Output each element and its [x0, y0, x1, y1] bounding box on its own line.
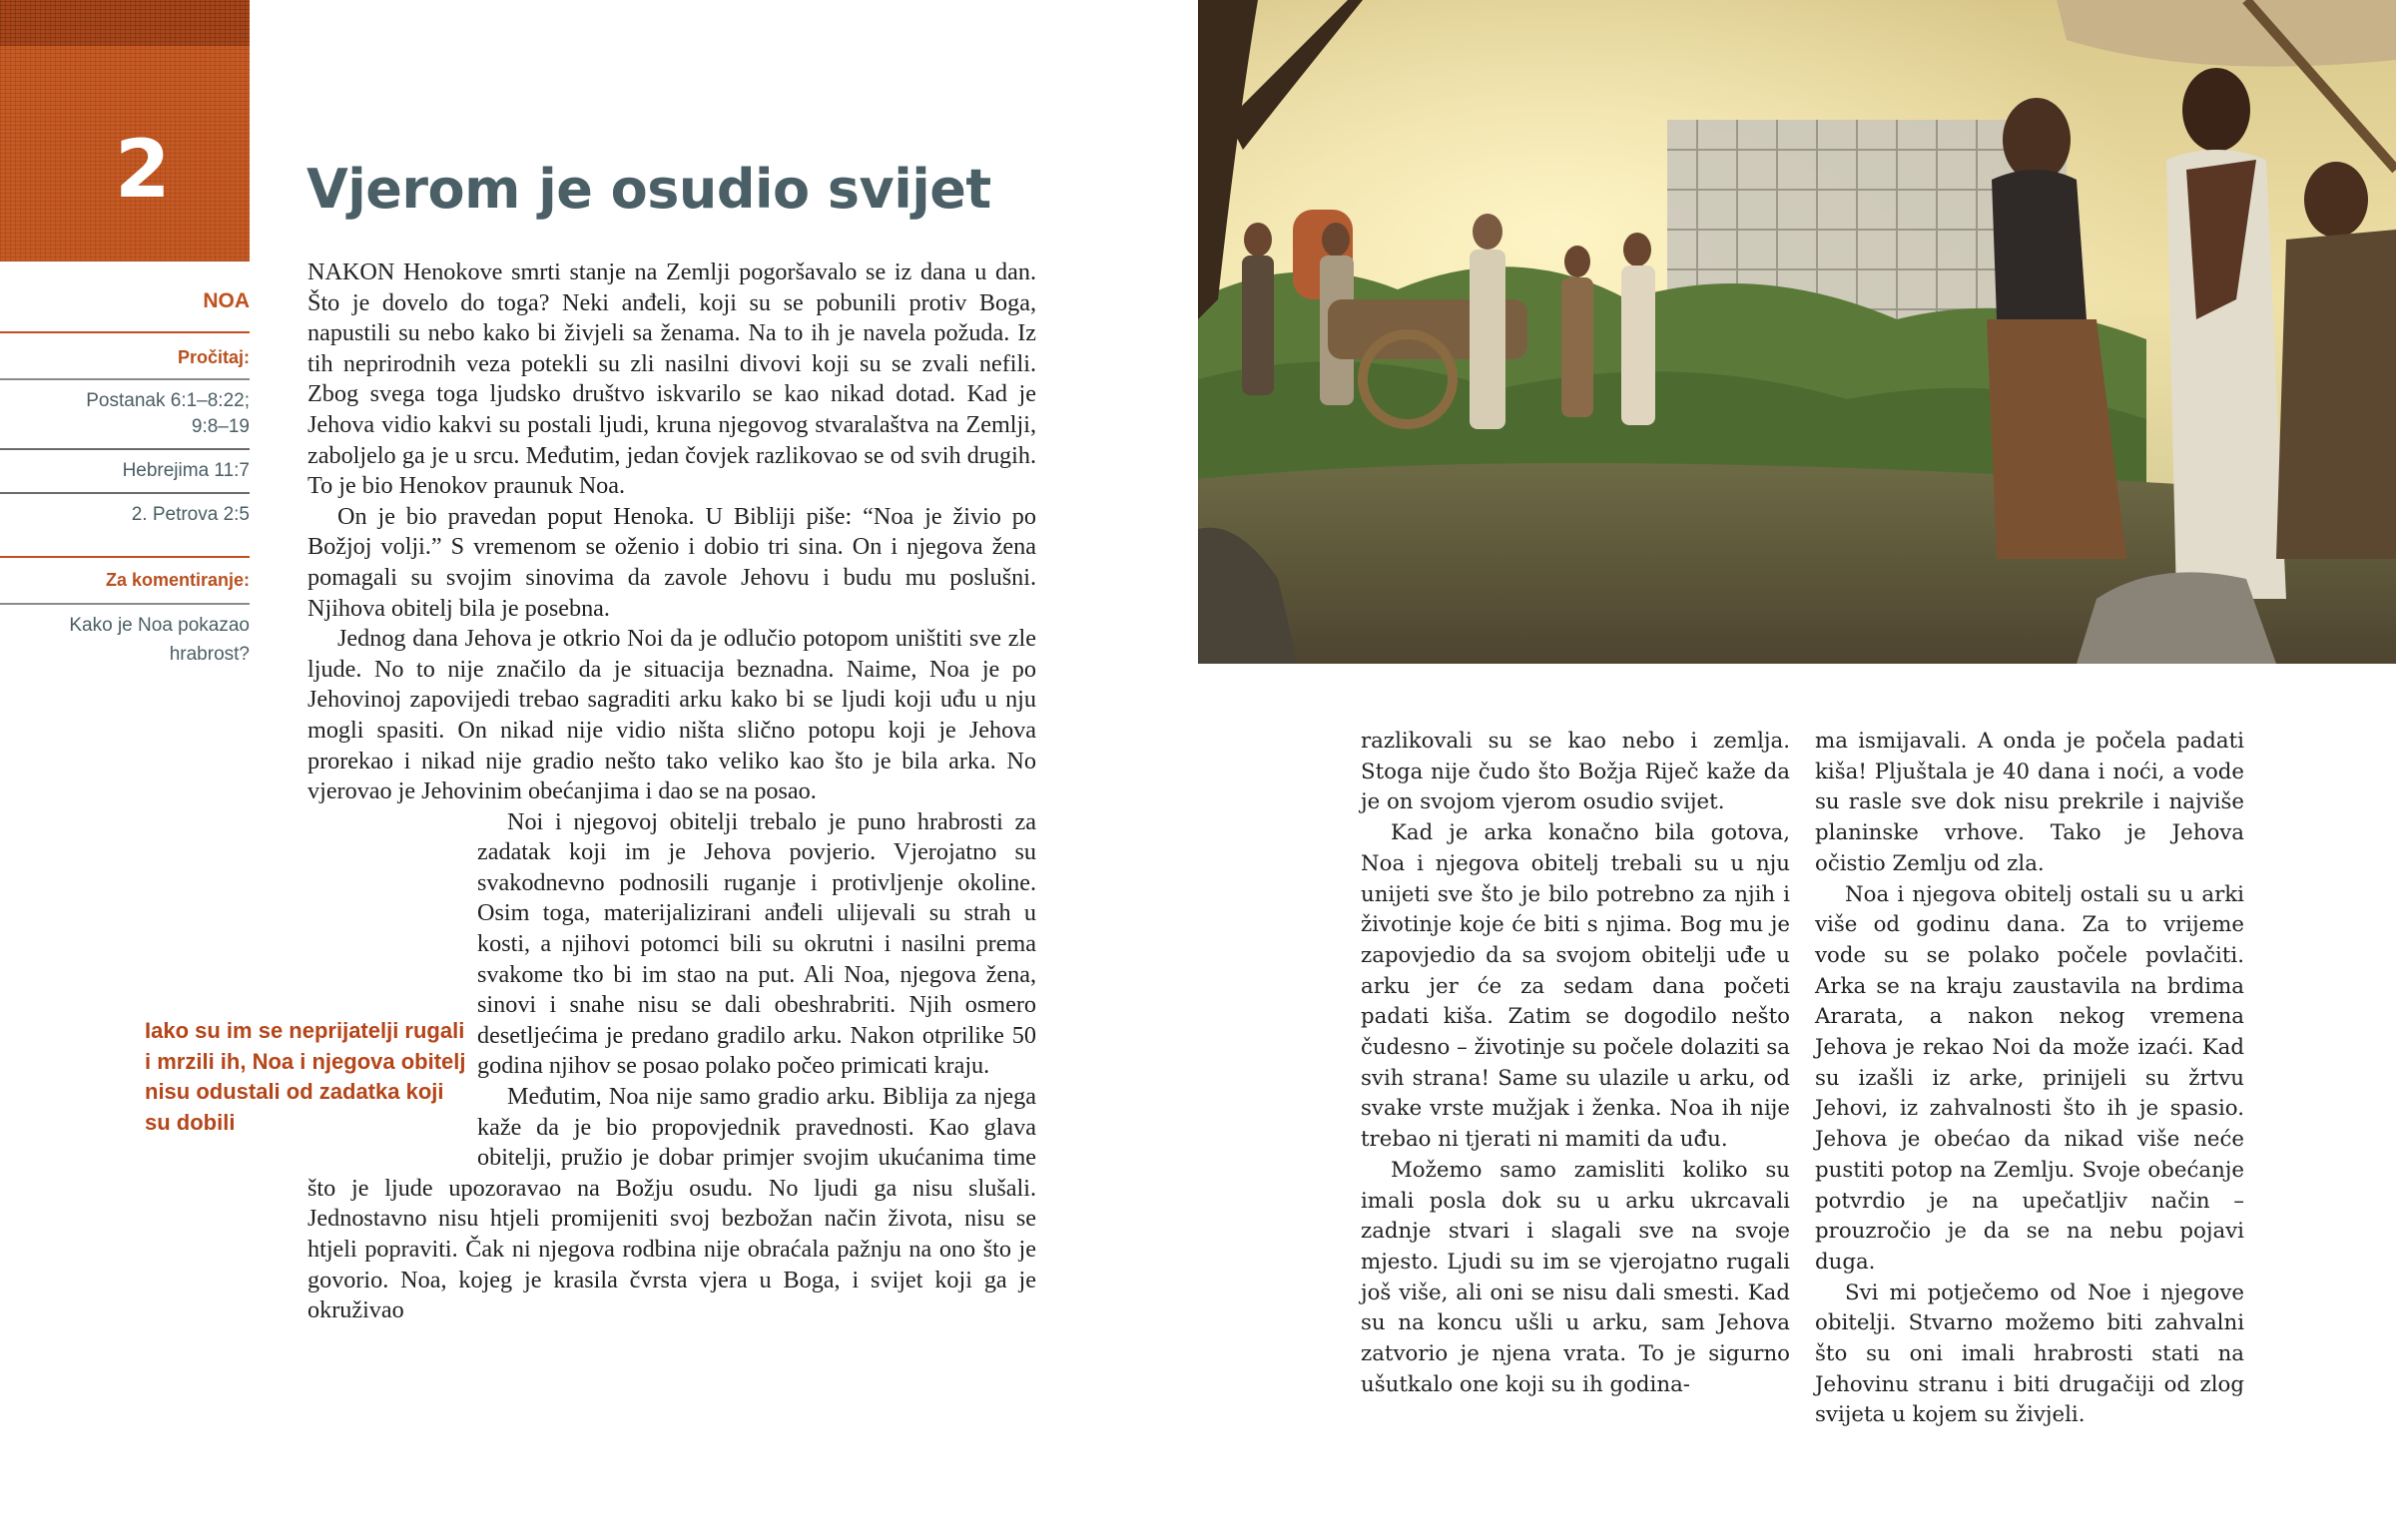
chapter-number: 2: [115, 123, 171, 216]
sidebar-character-name: NOA: [0, 261, 250, 333]
body-text-left: [307, 257, 1036, 1326]
paragraph: On je bio pravedan poput Henoka. U Bibliji piše: “Noa je živio po Božjoj volji.” S vremenom se oženio i dobio tri sina. On i njegova žena pomagali su svojim sinovima da zavole Jehovu i budu mu poslušni. Njihova obitelj bila je posebna.: [307, 502, 1036, 622]
paragraph-text: Noi i njegovoj obitelji trebalo je puno hrabrosti za zadatak koji im je Jehova povjerio. Vjerojatno su svakodnevno podnosili ruganje i protivljenje okoline. Osim toga, materijalizirani anđeli ulijevali su strah u kosti, a njihovi potomci bili su okrutni i nasilni prema svakome tko bi im stao na put. Ali Noa, njegova žena, sinovi i snahe nisu se dali obeshrabriti. Njih osmero desetljećima je predano gradilo arku. Nakon otprilike 50 godina njihov se posao polako počeo primicati kraju.: [477, 807, 1036, 1080]
sidebar-comment-label: Za komentiranje:: [0, 556, 250, 605]
chapter-number-block: [0, 0, 250, 261]
sidebar-question: Kako je Noa pokazao hrabrost?: [69, 615, 250, 665]
sidebar-reference: 2. Petrova 2:5: [131, 504, 250, 525]
paragraph: ma ismijavali. A onda je počela padati kiša! Pljuštala je 40 dana i noći, a vode su rasle sve dok nisu prekrile i najviše planinske vrhove. Tako je Jehova očistio Zemlju od zla.: [1815, 729, 2244, 876]
pull-quote: Iako su im se neprijatelji rugali i mrzili ih, Noa i njegova obitelj nisu odustali od zadatka koji su dobili: [145, 1018, 466, 1135]
paragraph: razlikovali su se kao nebo i zemlja. Stoga nije čudo što Božja Riječ kaže da je on svojom vjerom osudio svijet.: [1361, 729, 1790, 815]
paragraph: Međutim, Noa nije samo gradio arku. Biblija za njega kaže da je bio propovjednik pravednosti. Kao glava obitelji, pružio je dobar primjer svojim ukućanima time što je ljude upozoravao na Božju osudu. No ljudi ga nisu slušali. Jednostavno nisu htjeli promijeniti svoj bezbožan način života, nisu se htjeli popraviti. Čak ni njegova rodbina nije obraćala pažnju na ono što je govorio. Noa, kojeg je krasila čvrsta vjera u Boga, i svijet koji ga je okruživao: [307, 1083, 1036, 1324]
sidebar-read-label: Pročitaj:: [0, 333, 250, 380]
paragraph: Noa i njegova obitelj ostali su u arki više od godinu dana. Za to vrijeme vode su se polako počele povlačiti. Arka se na kraju zaustavila na brdima Ararata, a nakon nekog vremena Jehova je rekao Noi da može izaći. Kad su izašli iz arke, prinijeli su žrtvu Jehovi, iz zahvalnosti što ih je spasio. Jehova je obećao da nikad više neće pustiti potop na Zemlju. Svoje obećanje potvrdio je na upečatljiv način – prouzročio je da se na nebu pojavi duga.: [1815, 881, 2244, 1275]
page-title: Vjerom je osudio svijet: [306, 158, 991, 221]
paragraph: Svi mi potječemo od Noe i njegove obitelji. Stvarno možemo biti zahvalni što su oni imali hrabrosti stati na Jehovinu stranu i biti drugačiji od zlog svijeta u kojem su živjeli.: [1815, 1280, 2244, 1428]
ark-building-scene-icon: [1198, 0, 2396, 664]
paragraph: Kad je arka konačno bila gotova, Noa i njegova obitelj trebali su u nju unijeti sve što je bilo potrebno za njih i životinje koje će biti s njima. Bog mu je zapovjedio da sa svojom obitelji uđe u arku jer će za sedam dana početi padati kiša. Zatim se dogodilo nešto čudesno – životinje su počele dolaziti sa svih strana! Same su ulazile u arku, od svake vrste mužjak i ženka. Noa ih nije trebao ni tjerati ni mamiti da uđu.: [1361, 820, 1790, 1153]
paragraph: NAKON Henokove smrti stanje na Zemlji pogoršavalo se iz dana u dan. Što je dovelo do toga? Neki anđeli, koji su se pobunili protiv Boga, napustili su nebo kako bi živjeli sa ženama. Na to ih je navela požuda. Iz tih neprirodnih veza potekli su zli nasilni divovi koji su se zvali nefili. Zbog svega toga ljudsko društvo iskvarilo se kao nikad dotad. Kad je Jehova vidio kakvi su postali ljudi, kruna njegovog stvaralaštva na Zemlji, zaboljelo ga je u srcu. Međutim, jedan čovjek razlikovao se od svih drugih. To je bio Henokov praunuk Noa.: [307, 258, 1036, 500]
sidebar-reference: Hebrejima 11:7: [0, 450, 250, 494]
paragraph: Možemo samo zamisliti koliko su imali posla dok su u arku ukrcavali zadnje stvari i slagali sve na svoje mjesto. Ljudi su im se vjerojatno rugali još više, ali oni se nisu dali smesti. Kad su na koncu ušli u arku, sam Jehova zatvorio je njena vrata. To je sigurno ušutkalo one koji su ih godina-: [1361, 1157, 1790, 1397]
body-column-1: [1361, 727, 1790, 1400]
chapter-band: [0, 0, 250, 46]
illustration-image: [1198, 0, 2396, 664]
sidebar-reference: Postanak 6:1–8:22; 9:8–19: [0, 380, 250, 450]
sidebar: [0, 261, 250, 675]
body-column-2: [1815, 727, 2244, 1431]
paragraph: Jednog dana Jehova je otkrio Noi da je odlučio potopom uništiti sve zle ljude. No to nije značilo da je situacija beznadna. Naime, Noa je po Jehovinoj zapovijedi trebao sagraditi arku kako bi se ljudi koji uđu u nju mogli spasiti. On nikad nije vidio ništa slično potopu koji je Jehova prorekao i nikad nije gradio nešto tako veliko kao što je bila arka. No vjerovao je Jehovinim obećanjima i dao se na posao.: [307, 625, 1036, 805]
